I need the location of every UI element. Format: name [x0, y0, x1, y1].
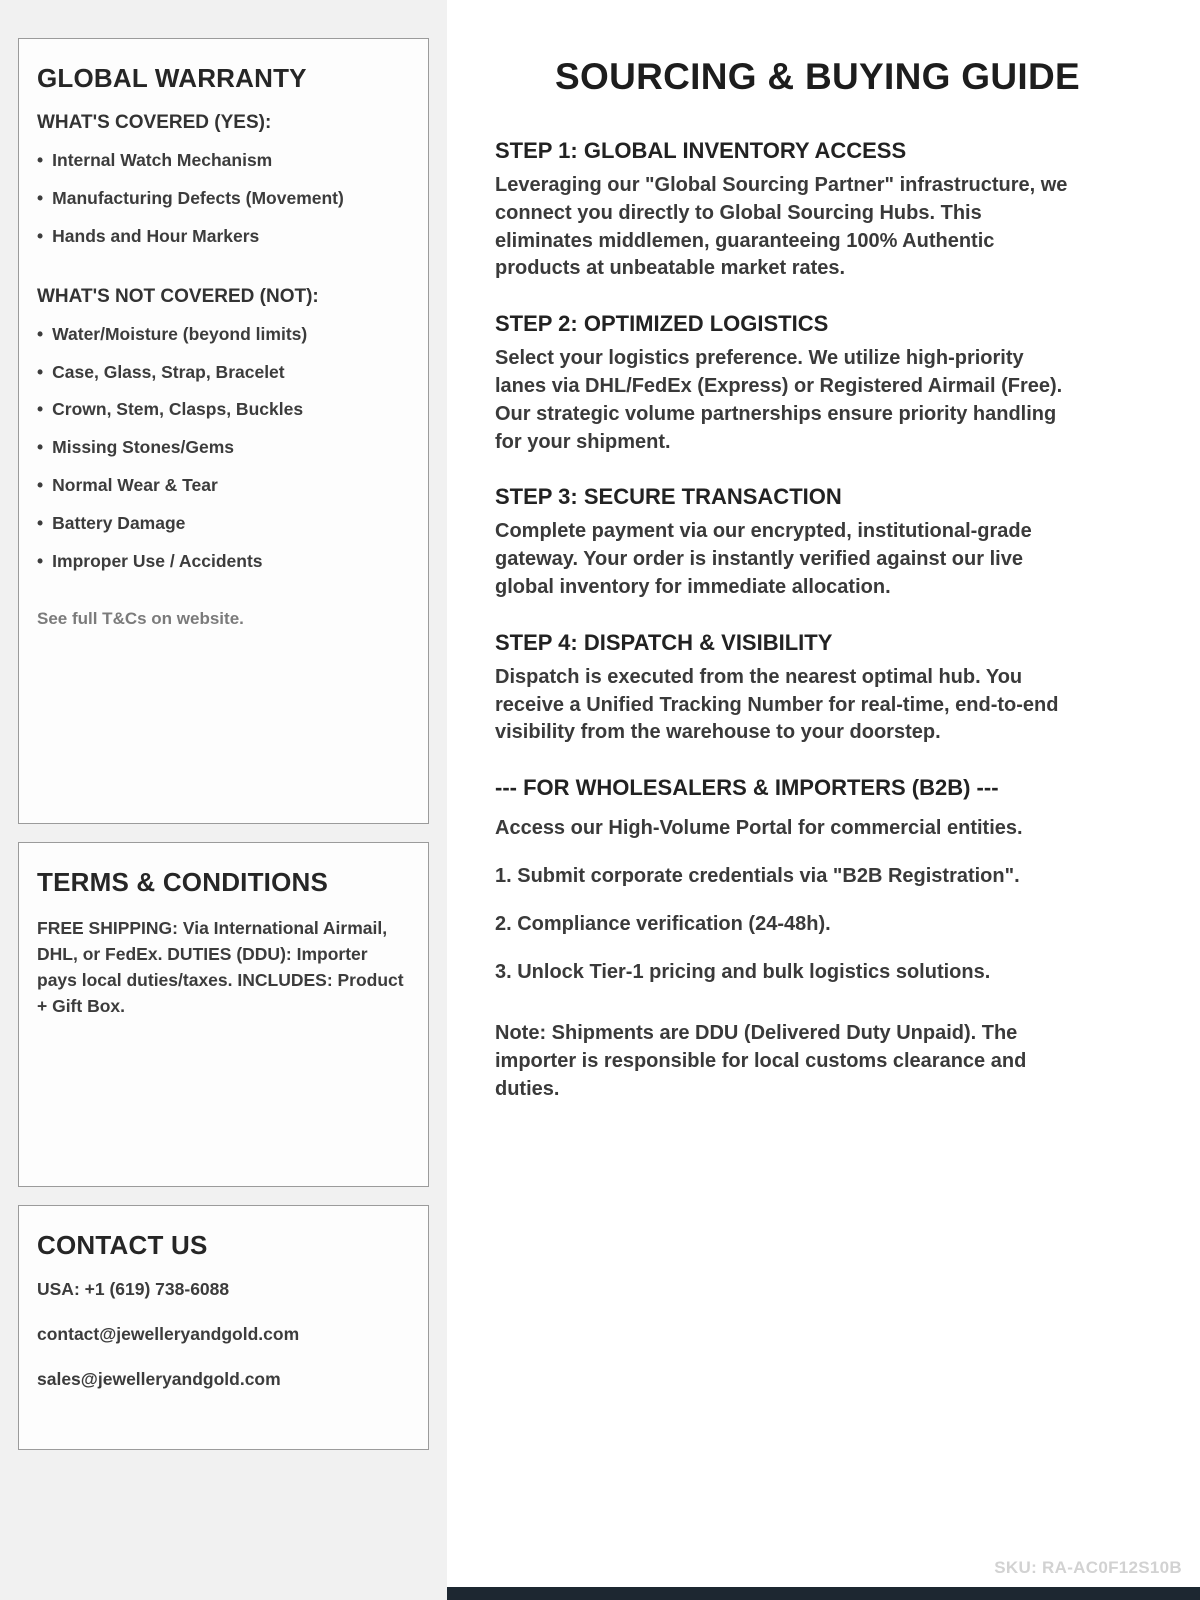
page-title: SOURCING & BUYING GUIDE: [555, 56, 1080, 97]
b2b-item-3: 3. Unlock Tier-1 pricing and bulk logistics solutions.: [495, 960, 991, 983]
contact-panel: [18, 1205, 429, 1450]
list-item: • Case, Glass, Strap, Bracelet: [37, 362, 410, 384]
warranty-panel: [18, 38, 429, 824]
contact-email-sales: sales@jewelleryandgold.com: [37, 1369, 281, 1389]
list-item: • Water/Moisture (beyond limits): [37, 324, 410, 346]
contact-title: CONTACT US: [37, 1230, 208, 1260]
step-2-body: Select your logistics preference. We utilize high-priority lanes via DHL/FedEx (Express) or Registered Airmail (Free). Our strategic volume partnerships ensure priority handling for your shipment.: [495, 347, 1063, 453]
step-3-section: [495, 484, 1075, 601]
contact-email-primary: contact@jewelleryandgold.com: [37, 1324, 300, 1344]
b2b-intro: Access our High-Volume Portal for commercial entities.: [495, 817, 1023, 840]
step-3-heading: STEP 3: SECURE TRANSACTION: [495, 484, 842, 510]
contact-phone: USA: +1 (619) 738-6088: [37, 1279, 230, 1299]
list-item: • Improper Use / Accidents: [37, 551, 410, 573]
list-item: • Battery Damage: [37, 513, 410, 535]
warranty-footnote: See full T&Cs on website.: [37, 608, 244, 628]
warranty-not-covered-list: [37, 324, 410, 573]
list-item: • Normal Wear & Tear: [37, 475, 410, 497]
b2b-section: [495, 775, 1140, 1104]
step-2-heading: STEP 2: OPTIMIZED LOGISTICS: [495, 311, 829, 337]
terms-body: FREE SHIPPING: Via International Airmail, DHL, or FedEx. DUTIES (DDU): Importer pays local duties/taxes. INCLUDES: Product + Gift Box.: [37, 918, 404, 1016]
list-item: • Hands and Hour Markers: [37, 226, 410, 248]
list-item: • Crown, Stem, Clasps, Buckles: [37, 399, 410, 421]
list-item: • Missing Stones/Gems: [37, 437, 410, 459]
step-2-section: [495, 311, 1075, 456]
step-1-section: [495, 138, 1075, 283]
sidebar: [0, 0, 447, 1600]
list-item: • Manufacturing Defects (Movement): [37, 188, 410, 210]
step-1-body: Leveraging our "Global Sourcing Partner" infrastructure, we connect you directly to Global Sourcing Hubs. This eliminates middlemen, guaranteeing 100% Authentic products at unbeatable market rates.: [495, 174, 1068, 280]
b2b-item-1: 1. Submit corporate credentials via "B2B Registration".: [495, 864, 1020, 887]
b2b-item-2: 2. Compliance verification (24-48h).: [495, 912, 831, 935]
step-4-body: Dispatch is executed from the nearest optimal hub. You receive a Unified Tracking Number for real-time, end-to-end visibility from the warehouse to your doorstep.: [495, 665, 1059, 744]
step-4-heading: STEP 4: DISPATCH & VISIBILITY: [495, 629, 833, 655]
terms-panel: [18, 842, 429, 1187]
warranty-covered-list: [37, 150, 410, 248]
step-1-heading: STEP 1: GLOBAL INVENTORY ACCESS: [495, 138, 907, 163]
step-4-section: [495, 630, 1075, 747]
warranty-covered-heading: WHAT'S COVERED (YES):: [37, 112, 272, 133]
terms-title: TERMS & CONDITIONS: [37, 867, 329, 897]
list-item: • Internal Watch Mechanism: [37, 150, 410, 172]
warranty-not-covered-heading: WHAT'S NOT COVERED (NOT):: [37, 285, 319, 307]
step-3-body: Complete payment via our encrypted, institutional-grade gateway. Your order is instantly verified against our live global inventory for immediate allocation.: [495, 520, 1032, 598]
b2b-heading: --- FOR WHOLESALERS & IMPORTERS (B2B) ---: [495, 775, 999, 801]
footer-bar: [447, 1587, 1200, 1600]
sku-label: SKU: RA-AC0F12S10B: [994, 1558, 1182, 1577]
main-content: [447, 0, 1200, 1600]
b2b-note: Note: Shipments are DDU (Delivered Duty Unpaid). The importer is responsible for local customs clearance and duties.: [495, 1022, 1027, 1100]
warranty-title: GLOBAL WARRANTY: [37, 63, 307, 93]
